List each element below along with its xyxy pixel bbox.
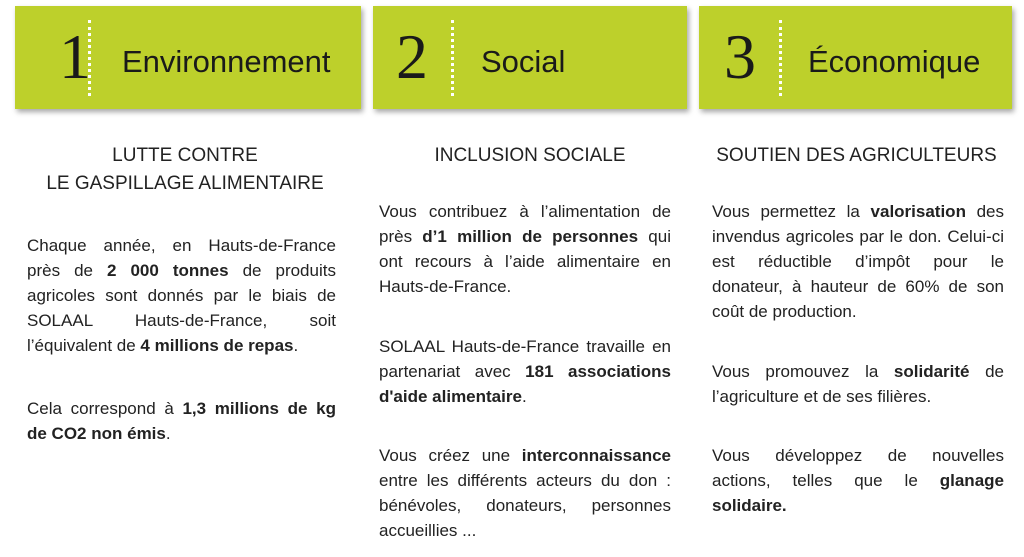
section-number: 2 <box>396 21 428 92</box>
paragraph-partenariat <box>379 334 671 409</box>
text-run: Chaque année, en Hauts-de-France près de <box>27 236 336 280</box>
subtitle-line: SOUTIEN DES AGRICULTEURS <box>716 145 997 166</box>
bold-run: 1,3 millions de kg de CO2 non émis <box>27 399 337 443</box>
paragraph-alimentation <box>379 199 671 299</box>
subtitle-soutien-agriculteurs <box>699 142 1014 170</box>
text-run: entre les différents acteurs du don : bénévoles, donateurs, personnes accueillies ... <box>379 471 671 540</box>
paragraph-co2 <box>27 396 336 446</box>
section-number: 1 <box>59 21 91 92</box>
bold-run: d’1 million de personnes <box>422 227 639 246</box>
text-run: de l’agriculture et de ses filières. <box>712 362 1004 406</box>
header-banner-economique <box>699 6 1012 109</box>
bold-run: interconnaissance <box>521 446 671 465</box>
paragraph-tonnes <box>27 233 336 358</box>
section-number: 3 <box>724 21 756 92</box>
text-run: . <box>521 387 527 406</box>
section-title: Environnement <box>122 44 331 79</box>
subtitle-inclusion-sociale <box>373 142 687 170</box>
text-run: qui ont recours à l’aide alimentaire en Hauts-de-France. <box>379 227 671 296</box>
bold-run: glanage solidaire. <box>712 471 1004 515</box>
text-run: Vous développez de nouvelles actions, telles que le <box>712 446 1004 490</box>
dotted-separator <box>88 20 91 96</box>
bold-run: 2 000 tonnes <box>107 261 229 280</box>
bold-run: valorisation <box>870 202 966 221</box>
subtitle-line: LE GASPILLAGE ALIMENTAIRE <box>46 173 324 194</box>
text-run: SOLAAL Hauts-de-France travaille en partenariat avec <box>379 337 671 381</box>
subtitle-lutte-gaspillage <box>20 142 350 198</box>
paragraph-solidarite <box>712 359 1004 409</box>
text-run: des invendus agricoles par le don. Celui-ci est réductible d’impôt pour le donateur, à hauteur de 60% de son coût de production. <box>712 202 1004 321</box>
text-run: . <box>293 336 299 355</box>
text-run: Cela correspond à <box>27 399 183 418</box>
text-run: Vous permettez la <box>712 202 871 221</box>
subtitle-line: INCLUSION SOCIALE <box>434 145 626 166</box>
paragraph-interconnaissance <box>379 443 671 543</box>
header-banner-environnement <box>15 6 361 109</box>
text-run: de produits agricoles sont donnés par le biais de SOLAAL Hauts-de-France, soit l’équivalent de <box>27 261 336 355</box>
text-run: . <box>165 424 171 443</box>
bold-run: solidarité <box>893 362 970 381</box>
bold-run: 181 associations d'aide alimentaire <box>379 362 671 406</box>
text-run: Vous contribuez à l’alimentation de près <box>379 202 671 246</box>
text-run: Vous promouvez la <box>712 362 894 381</box>
dotted-separator <box>779 20 782 96</box>
section-title: Économique <box>808 44 981 79</box>
bold-run: 4 millions de repas <box>140 336 294 355</box>
dotted-separator <box>451 20 454 96</box>
paragraph-valorisation <box>712 199 1004 324</box>
paragraph-glanage <box>712 443 1004 518</box>
header-banner-social <box>373 6 687 109</box>
section-title: Social <box>481 44 566 79</box>
subtitle-line: LUTTE CONTRE <box>112 145 258 166</box>
text-run: Vous créez une <box>379 446 522 465</box>
